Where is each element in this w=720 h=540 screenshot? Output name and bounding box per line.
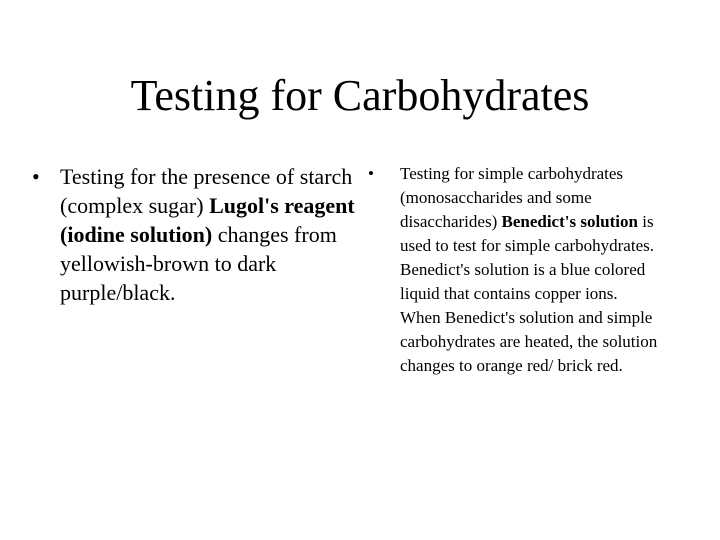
right-column <box>368 162 658 378</box>
left-column <box>30 162 360 307</box>
left-reagent-text: Lugol's reagent (iodine solution) <box>60 193 355 247</box>
right-reagent-text: Benedict's solution <box>501 212 638 231</box>
left-intro-text: Testing for the presence of starch (complex sugar) <box>60 164 353 218</box>
bullet-icon: • <box>32 164 40 189</box>
right-bullet-text <box>400 162 658 378</box>
left-rest-text: changes from yellowish-brown to dark purple/black. <box>60 222 337 305</box>
right-intro-text: Testing for simple carbohydrates (monosaccharides and some disaccharides) <box>400 164 624 231</box>
slide-title: Testing for Carbohydrates <box>130 71 590 120</box>
left-bullet-item <box>30 162 360 307</box>
right-rest-text: is used to test for simple carbohydrates. Benedict's solution is a blue colored liquid that contains copper ions. When Benedict's solution and simple carbohydrates are heated, the solution changes to orange red/ brick red. <box>400 212 658 375</box>
right-bullet-item <box>368 162 658 378</box>
left-bullet-text <box>60 162 360 307</box>
bullet-icon: • <box>368 164 374 183</box>
